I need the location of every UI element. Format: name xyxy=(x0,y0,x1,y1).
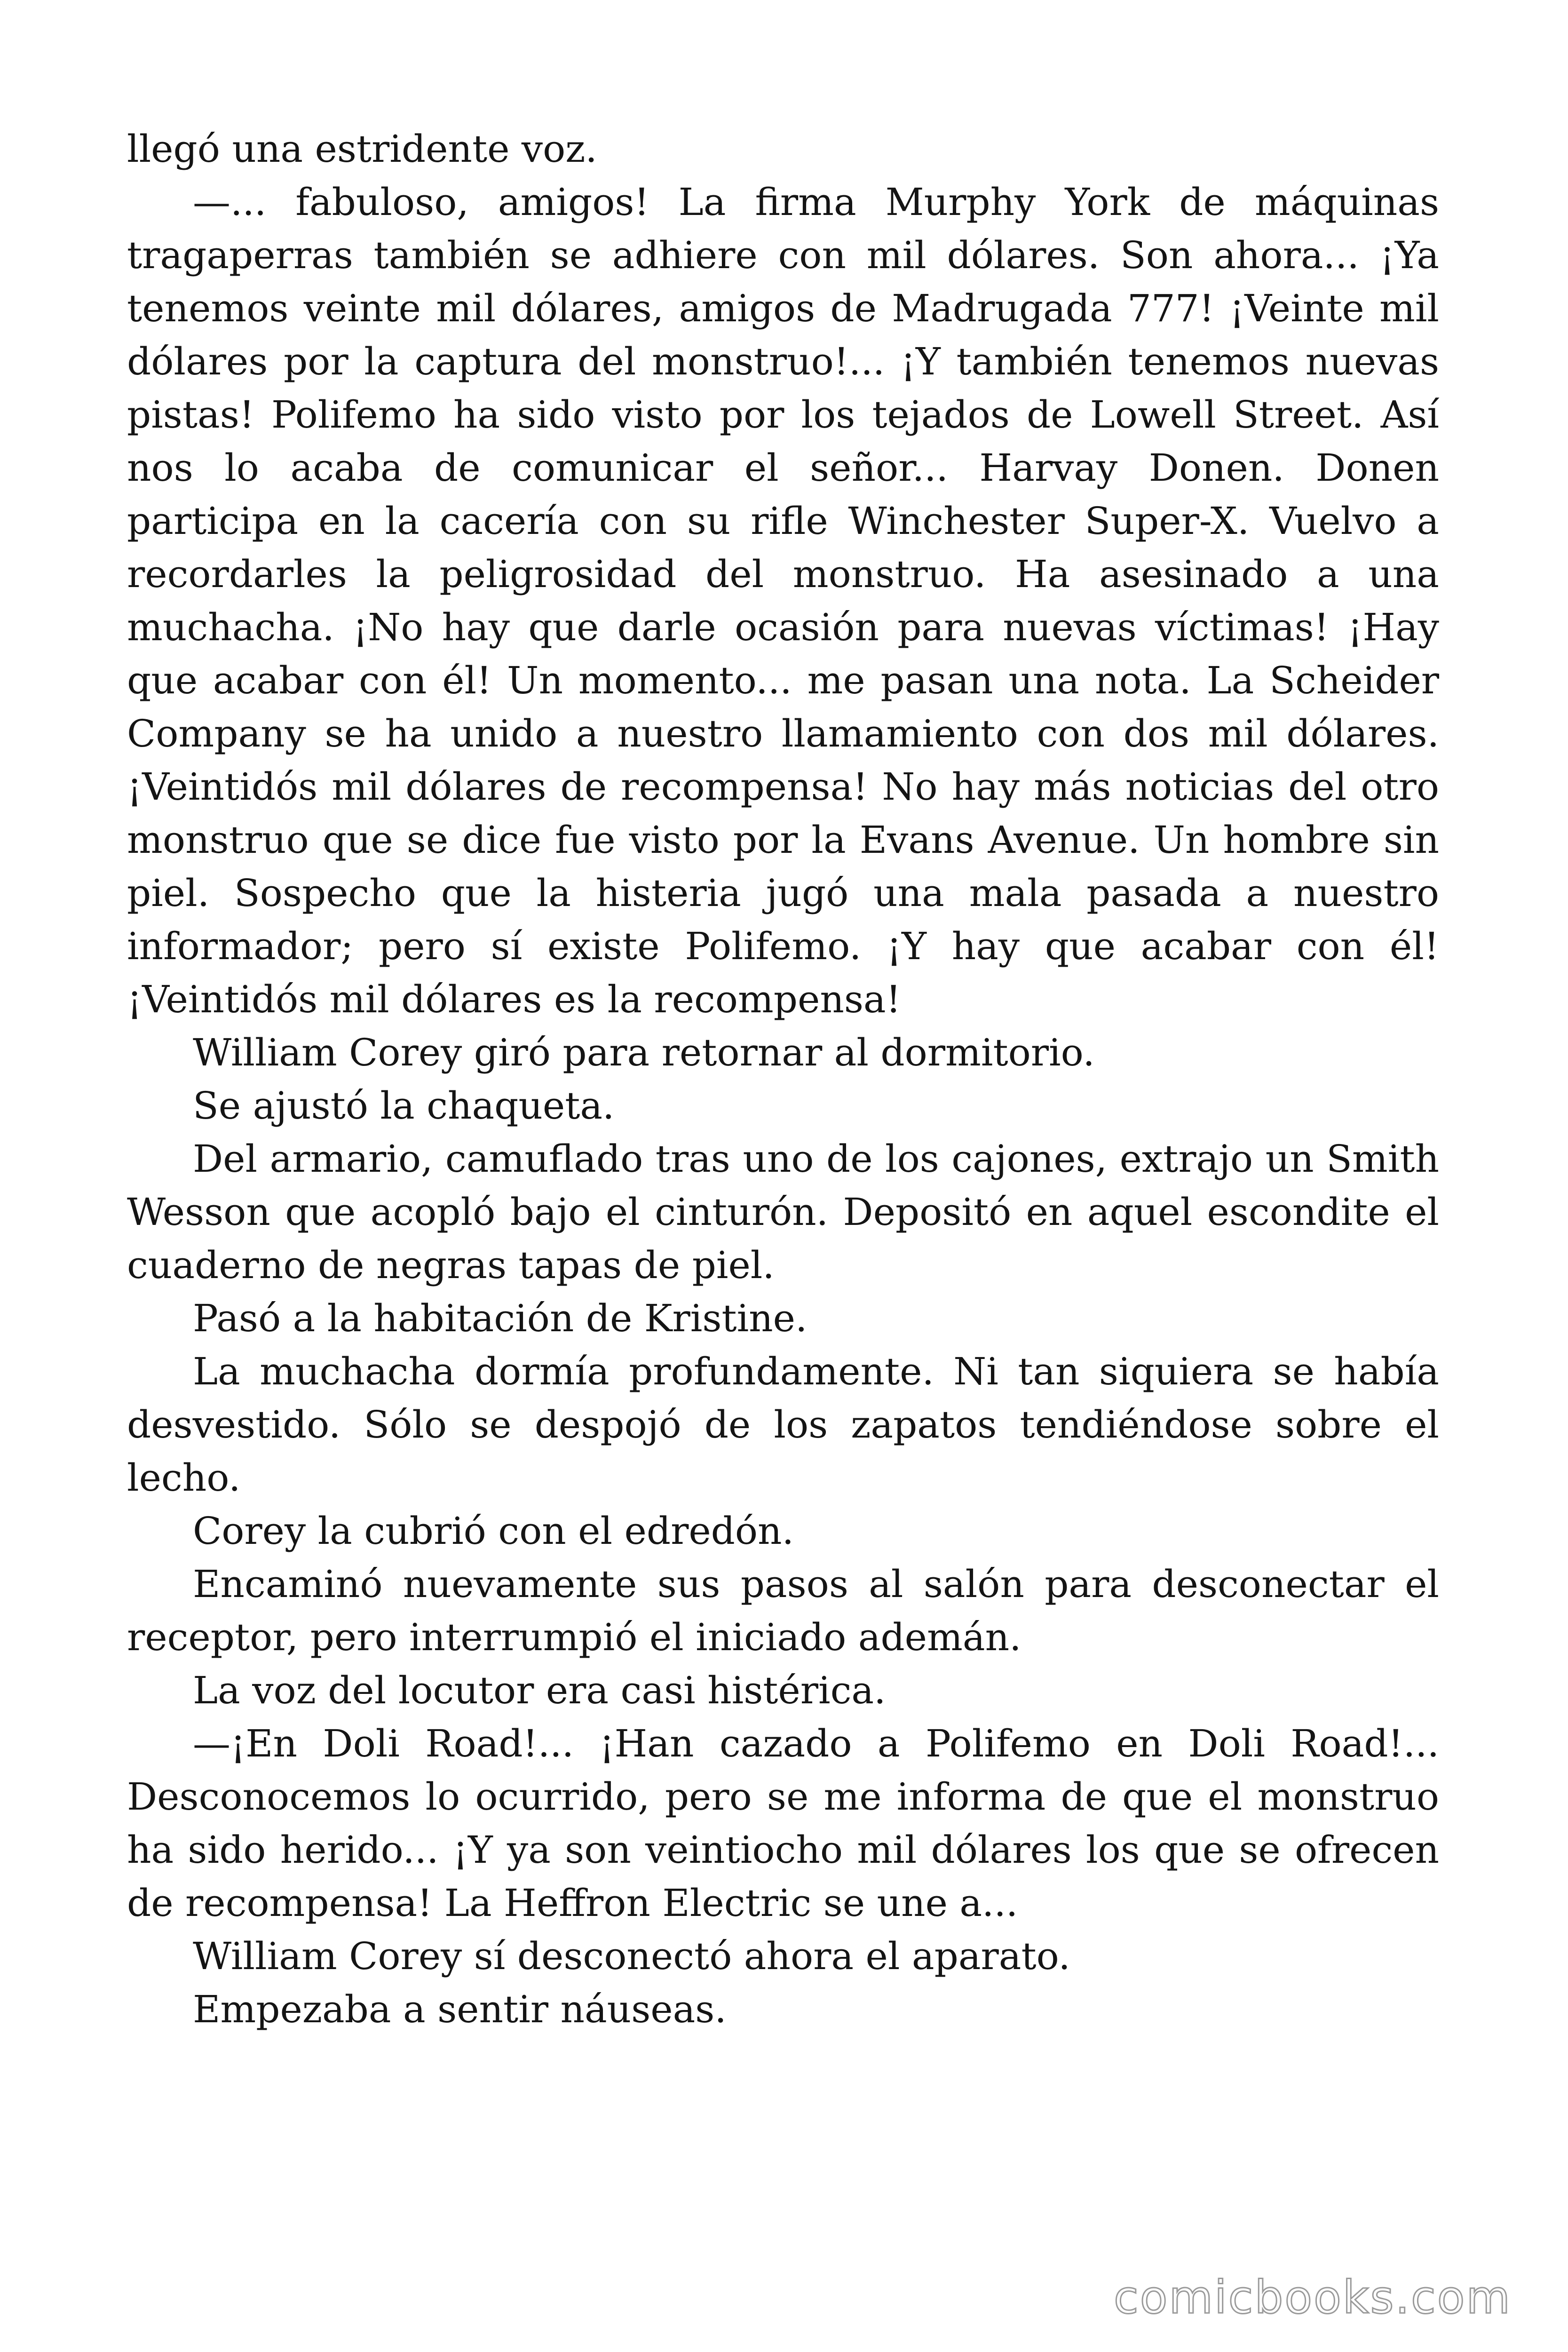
paragraph-13: Empezaba a sentir náuseas. xyxy=(193,1987,727,2031)
paragraph-2: —... fabuloso, amigos! La firma Murphy York de máquinas tragaperras también se adhiere con mil dólares. Son ahora... ¡Ya tenemos veinte mil dólares, amigos de Madrugada 777! ¡Veinte mil dólares por la captura del monstruo!... ¡Y también tenemos nuevas pistas! Polifemo ha sido visto por los tejados de Lowell Street. Así nos lo acaba de comunicar el señor... Harvay Donen. Donen participa en la cacería con su rifle Winchester Super-X. Vuelvo a recordarles la peligrosidad del monstruo. Ha asesinado a una muchacha. ¡No hay que darle ocasión para nuevas víctimas! ¡Hay que acabar con él! Un momento... me pasan una nota. La Scheider Company se ha unido a nuestro llamamiento con dos mil dólares. ¡Veintidós mil dólares de recompensa! No hay más noticias del otro monstruo que se dice fue visto por la Evans Avenue. Un hombre sin piel. Sospecho que la histeria jugó una mala pasada a nuestro informador; pero sí existe Polifemo. ¡Y hay que acabar con él! ¡Veintidós mil dólares es la recompensa! xyxy=(127,180,1439,1021)
paragraph-11: —¡En Doli Road!... ¡Han cazado a Polifemo en Doli Road!... Desconocemos lo ocurrido, pero se me informa de que el monstruo ha sido herido... ¡Y ya son veintiocho mil dólares los que se ofrecen de recompensa! La Heffron Electric se une a... xyxy=(127,1722,1439,1925)
paragraph-1: llegó una estridente voz. xyxy=(127,127,597,171)
body-text xyxy=(127,122,1439,2036)
paragraph-6: Pasó a la habitación de Kristine. xyxy=(193,1296,808,1340)
paragraph-5: Del armario, camuflado tras uno de los cajones, extrajo un Smith Wesson que acopló bajo el cinturón. Depositó en aquel escondite el cuaderno de negras tapas de piel. xyxy=(127,1137,1439,1287)
paragraph-7: La muchacha dormía profundamente. Ni tan siquiera se había desvestido. Sólo se despojó de los zapatos tendiéndose sobre el lecho. xyxy=(127,1350,1439,1500)
paragraph-8: Corey la cubrió con el edredón. xyxy=(193,1509,794,1553)
watermark-logo: comicbooks.com xyxy=(1113,2271,1512,2324)
paragraph-12: William Corey sí desconectó ahora el aparato. xyxy=(193,1934,1070,1978)
paragraph-3: William Corey giró para retornar al dormitorio. xyxy=(193,1031,1095,1074)
paragraph-10: La voz del locutor era casi histérica. xyxy=(193,1669,886,1712)
paragraph-4: Se ajustó la chaqueta. xyxy=(193,1084,615,1128)
paragraph-9: Encaminó nuevamente sus pasos al salón para desconectar el receptor, pero interrumpió el iniciado ademán. xyxy=(127,1562,1439,1659)
